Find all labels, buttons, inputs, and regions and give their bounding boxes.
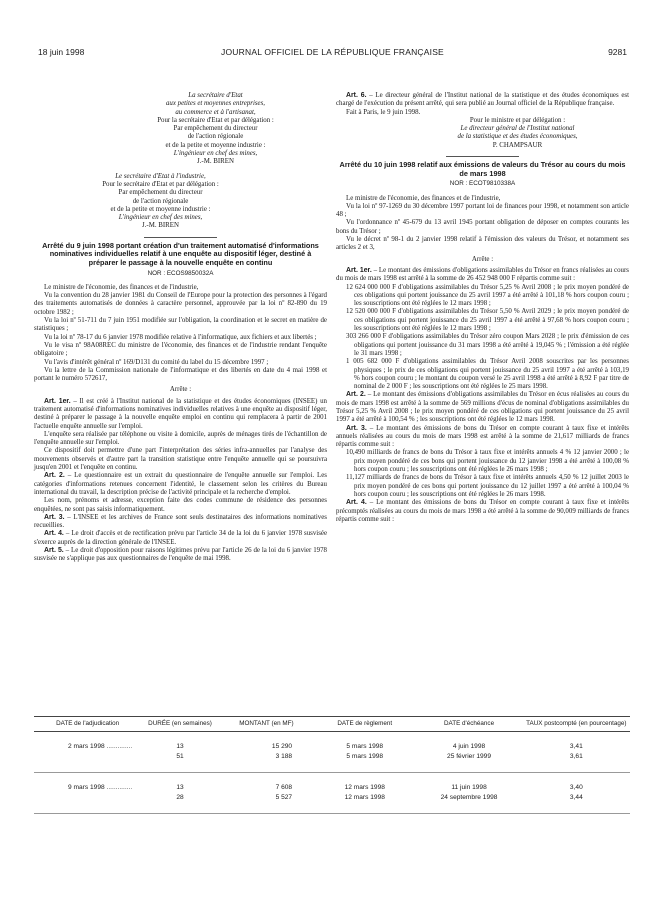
- article-paragraph: [34, 472, 327, 497]
- signature-line: de l'action régionale: [132, 197, 189, 205]
- arrete-title: Arrêté du 9 juin 1998 portant création d'un traitement automatisé d'informations nominatives individuelles relatif à une enquête au dispositif léger, destiné à préparer le passage à la nouvelle enquête en continu: [42, 240, 319, 267]
- article-label: Art. 5.: [44, 547, 64, 555]
- signature-line: et de la petite et moyenne industrie :: [110, 205, 211, 213]
- table-cell: 3,40 3,44: [523, 772, 630, 813]
- signatory-name: J.-M. BIREN: [142, 222, 179, 230]
- article-text: – Le montant des émissions de bons du Trésor en compte courant à taux fixe et intérêts annuels réalisées au cours du mois de mars 1998 est arrêté à la somme de 21,617 milliards de francs répartis comme suit :: [336, 424, 629, 449]
- issue-list: [336, 284, 629, 392]
- fait-line: Fait à Paris, le 9 juin 1998.: [346, 108, 421, 116]
- table-cell: 3,41 3,61: [523, 731, 630, 772]
- article-text: – L'INSEE et les archives de France sont seuls destinataires des informations nominatives recueillies.: [34, 513, 327, 530]
- signature-title: Le secrétaire d'Etat à l'industrie,: [115, 172, 206, 180]
- article-paragraph: [336, 499, 629, 524]
- column-header: TAUX postcompté (en pourcentage): [523, 717, 630, 732]
- signature-title: au commerce et à l'artisanat,: [175, 108, 256, 116]
- signature-line: Par empêchement du directeur: [118, 189, 203, 197]
- signature-title: de la statistique et des études économiques,: [457, 133, 578, 141]
- column-header: DATE de règlement: [314, 717, 415, 732]
- article-text: – Le questionnaire est un extrait du questionnaire de l'enquête annuelle sur l'emploi. Les catégories d'informations retenues concernent l'identité, le classement selon les critères du Bureau international du travail, la description précise de l'activité principale et la recherche d'emploi.: [34, 472, 327, 496]
- article-text: Ce dispositif doit permettre d'une part l'interprétation des séries infra-annuelles par l'analyse des mouvements observés et d'autre part la transition statistique entre l'enquête annuelle qui se poursuivra jusqu'en 2001 et l'enquête en continu.: [34, 447, 327, 472]
- table-cell: 13 51: [141, 731, 218, 772]
- article-label: Art. 4.: [44, 530, 64, 538]
- right-column: [336, 92, 629, 524]
- article-paragraph: [34, 497, 327, 514]
- article-paragraph: [34, 398, 327, 431]
- issue-list: [336, 449, 629, 499]
- signatory-name: P. CHAMPSAUR: [492, 141, 543, 149]
- list-item: 1 005 682 000 F d'obligations assimilables du Trésor Avril 2008 souscrites par les personnes physiques ; le prix de ces obligations qui portent jouissance du 25 avril 1997 a été arrêté à 103,19 % hors coupon couru ; le montant du coupon versé le 25 avril 1998 a été arrêté à 8,92 F par titre de nominal de 2 000 F ; les souscriptions ont été réglées le 25 mars 1998.: [346, 358, 629, 391]
- signature-line: Pour le secrétaire d'Etat et par délégation :: [102, 180, 219, 188]
- article-paragraph: [34, 530, 327, 547]
- table-cell: 4 juin 1998 25 février 1999: [415, 731, 522, 772]
- article-text: L'enquête sera réalisée par téléphone ou visite à domicile, auprès de ménages tirés de l'échantillon de l'enquête annuelle sur l'emploi.: [34, 430, 327, 447]
- article-text: – Le montant des émissions d'obligations assimilables du Trésor en francs réalisées au cours du mois de mars 1998 est arrêté à la somme de 26 452 948 000 F répartis comme suit :: [336, 266, 629, 283]
- visa-paragraph: Vu l'avis d'intérêt général nº 169/D131 du comité du label du 15 décembre 1997 ;: [44, 358, 269, 366]
- signature-title: L'ingénieur en chef des mines,: [118, 214, 203, 222]
- page-header: [38, 47, 627, 61]
- signature-line: Par empêchement du directeur: [173, 125, 258, 133]
- signature-line: Pour le ministre et par délégation :: [469, 116, 566, 124]
- article-label: Art. 2.: [44, 472, 65, 480]
- signature-title: La secrétaire d'Etat: [188, 92, 243, 99]
- article-text: – Il est créé à l'Institut national de la statistique et des études économiques (INSEE) un traitement automatisé d'informations nominatives individuelles relatives à une enquête au dispositif léger, destiné à préparer le passage à la nouvelle enquête emploi en continu qui remplacera à partir de 2001 l'actuelle enquête annuelle sur l'emploi.: [34, 397, 327, 430]
- signature-title: Le directeur général de l'Institut national: [460, 125, 575, 133]
- article-paragraph: [336, 267, 629, 284]
- nor-reference: NOR : ECOS9850032A: [147, 269, 214, 277]
- article-text: – Le droit d'opposition pour raisons légitimes prévu par l'article 26 de la loi du 6 janvier 1978 susvisée ne s'applique pas aux questionnaires de l'enquête de mai 1998.: [34, 547, 327, 563]
- visa-paragraph: Vu l'ordonnance nº 45-679 du 13 avril 1945 portant obligation de déposer en comptes courants les bons du Trésor ;: [336, 219, 629, 235]
- article-text: Les nom, prénoms et adresse, exception faite des codes commune de résidence des personnes enquêtées, ne sont pas saisis informatiquement.: [34, 497, 327, 513]
- article-text: – Le montant des émissions de bons du Trésor en compte courant à taux fixe et intérêts précomptés réalisées au cours du mois de mars 1998 a été arrêté à la somme de 90,009 milliards de francs répartis comme suit :: [336, 499, 629, 523]
- list-item: 10,490 milliards de francs de bons du Trésor à taux fixe et intérêts annuels 4 % 12 janvier 2000 ; le prix moyen pondéré de ces bons qui portent jouissance du 12 janvier 1998 a été arrêté à 100,08 % hors coupon couru ; les souscriptions ont été réglées le 26 mars 1998 ;: [346, 449, 629, 474]
- article-paragraph: [336, 92, 629, 109]
- table-cell: 11 juin 1998 24 septembre 1998: [415, 772, 522, 813]
- article-label: Art. 3.: [44, 513, 65, 521]
- article-text: – Le montant des émissions d'obligations assimilables du Trésor en écus réalisées au cours du mois de mars 1998 est arrêté à la somme de 569 millions d'écus de nominal d'obligations assimilables du Trésor 5,25 % Avril 2008 ; le prix moyen pondéré de ces obligations qui portent jouissance du 25 avril 1997 a été arrêté à 100,54 % ; les souscriptions ont été réglées le 12 mars 1998.: [336, 391, 629, 424]
- article-label: Art. 1er.: [44, 397, 71, 405]
- visa-paragraph: Vu le décret nº 98-1 du 2 janvier 1998 relatif à l'émission des valeurs du Trésor, et notamment ses articles 2 et 3,: [336, 236, 629, 252]
- signature-line: et de la petite et moyenne industrie :: [165, 141, 266, 149]
- nor-reference: NOR : ECOT9810338A: [449, 180, 516, 188]
- table-cell: 15 290 3 188: [219, 731, 314, 772]
- article-paragraph: [336, 391, 629, 424]
- visa-paragraph: Vu la loi nº 51-711 du 7 juin 1951 modifiée sur l'obligation, la coordination et le secret en matière de statistiques ;: [34, 317, 327, 333]
- article-paragraph: [34, 514, 327, 531]
- arrete-label: Arrête :: [169, 386, 192, 394]
- signature-line: Pour la secrétaire d'Etat et par délégation :: [157, 116, 274, 124]
- visa-paragraph: Vu la loi nº 78-17 du 6 janvier 1978 modifiée relative à l'informatique, aux fichiers et aux libertés ;: [44, 333, 317, 341]
- header-date: 18 juin 1998: [38, 47, 85, 57]
- article-label: Art. 6.: [346, 92, 367, 99]
- table-header-row: [34, 717, 630, 732]
- article-text: – Le droit d'accès et de rectification prévu par l'article 34 de la loi du 6 janvier 1978 susvisée s'exerce auprès de la direction générale de l'INSEE.: [34, 530, 328, 546]
- signature-title: L'ingénieur en chef des mines,: [173, 150, 258, 158]
- column-header: DURÉE (en semaines): [141, 717, 218, 732]
- article-label: Art. 3.: [346, 424, 367, 432]
- list-item: 11,127 milliards de francs de bons du Trésor à taux fixe et intérêts annuels 4,50 % 12 juillet 2003 le prix moyen pondéré de ces bons qui portent jouissance du 12 juillet 1997 a été arrêté à 100,04 % hors coupon couru ; les souscriptions ont été réglées le 26 mars 1998.: [346, 474, 629, 498]
- column-header: DATE d'échéance: [415, 717, 522, 732]
- article-paragraph: [34, 547, 327, 564]
- journal-title: JOURNAL OFFICIEL DE LA RÉPUBLIQUE FRANÇAISE: [221, 47, 444, 57]
- signature-line: de l'action régionale: [187, 133, 244, 141]
- arrete-title: Arrêté du 10 juin 1998 relatif aux émissions de valeurs du Trésor au cours du mois de mars 1998: [339, 160, 626, 178]
- visa-paragraph: Vu la loi nº 97-1269 du 30 décembre 1997 portant loi de finances pour 1998, et notamment son article 48 ;: [336, 202, 629, 219]
- article-text: – Le directeur général de l'Institut national de la statistique et des études économiques est chargé de l'exécution du présent arrêté, qui sera publié au Journal officiel de la République française.: [336, 92, 629, 108]
- table-cell: 12 mars 1998 12 mars 1998: [314, 772, 415, 813]
- table-cell: 5 mars 1998 5 mars 1998: [314, 731, 415, 772]
- article-paragraph: [34, 447, 327, 472]
- list-item: 303 266 000 F d'obligations assimilables du Trésor zéro coupon Mars 2028 ; le prix d'émission de ces obligations qui portent jouissance du 31 mars 1998 a été arrêté à 19,045 % ; l'émission a été réglée le 31 mars 1998 ;: [346, 333, 629, 357]
- treasury-bills-table: [34, 716, 630, 814]
- page-number: 9281: [608, 47, 627, 57]
- visa-paragraph: Vu la convention du 28 janvier 1981 du Conseil de l'Europe pour la protection des personnes à l'égard des traitements automatisés de données à caractère personnel, approuvée par la loi nº 82-890 du 19 octobre 1982 ;: [34, 292, 327, 316]
- table-row: [34, 731, 630, 772]
- arrete-label: Arrête :: [471, 255, 494, 263]
- article-label: Art. 4.: [346, 499, 367, 507]
- table-row: [34, 772, 630, 813]
- list-item: 12 624 000 000 F d'obligations assimilables du Trésor 5,25 % Avril 2008 ; le prix moyen pondéré de ces obligations qui portent jouissance du 25 avril 1997 a été arrêté à 101,18 % hors coupon couru ; les souscriptions ont été réglées le 12 mars 1998 ;: [346, 283, 629, 308]
- table-cell: 13 28: [141, 772, 218, 813]
- visa-paragraph: Le ministre de l'économie, des finances et de l'industrie,: [346, 194, 501, 202]
- article-paragraph: [336, 425, 629, 450]
- visa-paragraph: Vu la lettre de la Commission nationale de l'informatique et des libertés en date du 4 mai 1998 et portant le numéro 572617,: [34, 366, 327, 383]
- column-header: DATE de l'adjudication: [34, 717, 141, 732]
- table-cell: 7 608 5 527: [219, 772, 314, 813]
- signatory-name: J.-M. BIREN: [197, 158, 234, 166]
- article-label: Art. 2.: [346, 391, 366, 399]
- left-column: [34, 92, 327, 564]
- article-paragraph: [34, 431, 327, 448]
- signature-title: aux petites et moyennes entreprises,: [165, 100, 266, 108]
- visa-paragraph: Le ministre de l'économie, des finances et de l'industrie,: [44, 283, 199, 291]
- article-label: Art. 1er.: [346, 266, 372, 274]
- table-cell: 2 mars 1998 ..............: [34, 731, 141, 772]
- visa-paragraph: Vu le visa nº 98A08REC du ministre de l'économie, des finances et de l'industrie rendant l'enquête obligatoire ;: [34, 341, 327, 358]
- list-item: 12 520 000 000 F d'obligations assimilables du Trésor 5,50 % Avril 2029 ; le prix moyen pondéré de ces obligations qui portent jouissance du 25 avril 1997 a été arrêté à 97,68 % hors coupon couru ; les souscriptions ont été réglées le 12 mars 1998 ;: [346, 308, 629, 333]
- column-header: MONTANT (en MF): [219, 717, 314, 732]
- table-cell: 9 mars 1998 ..............: [34, 772, 141, 813]
